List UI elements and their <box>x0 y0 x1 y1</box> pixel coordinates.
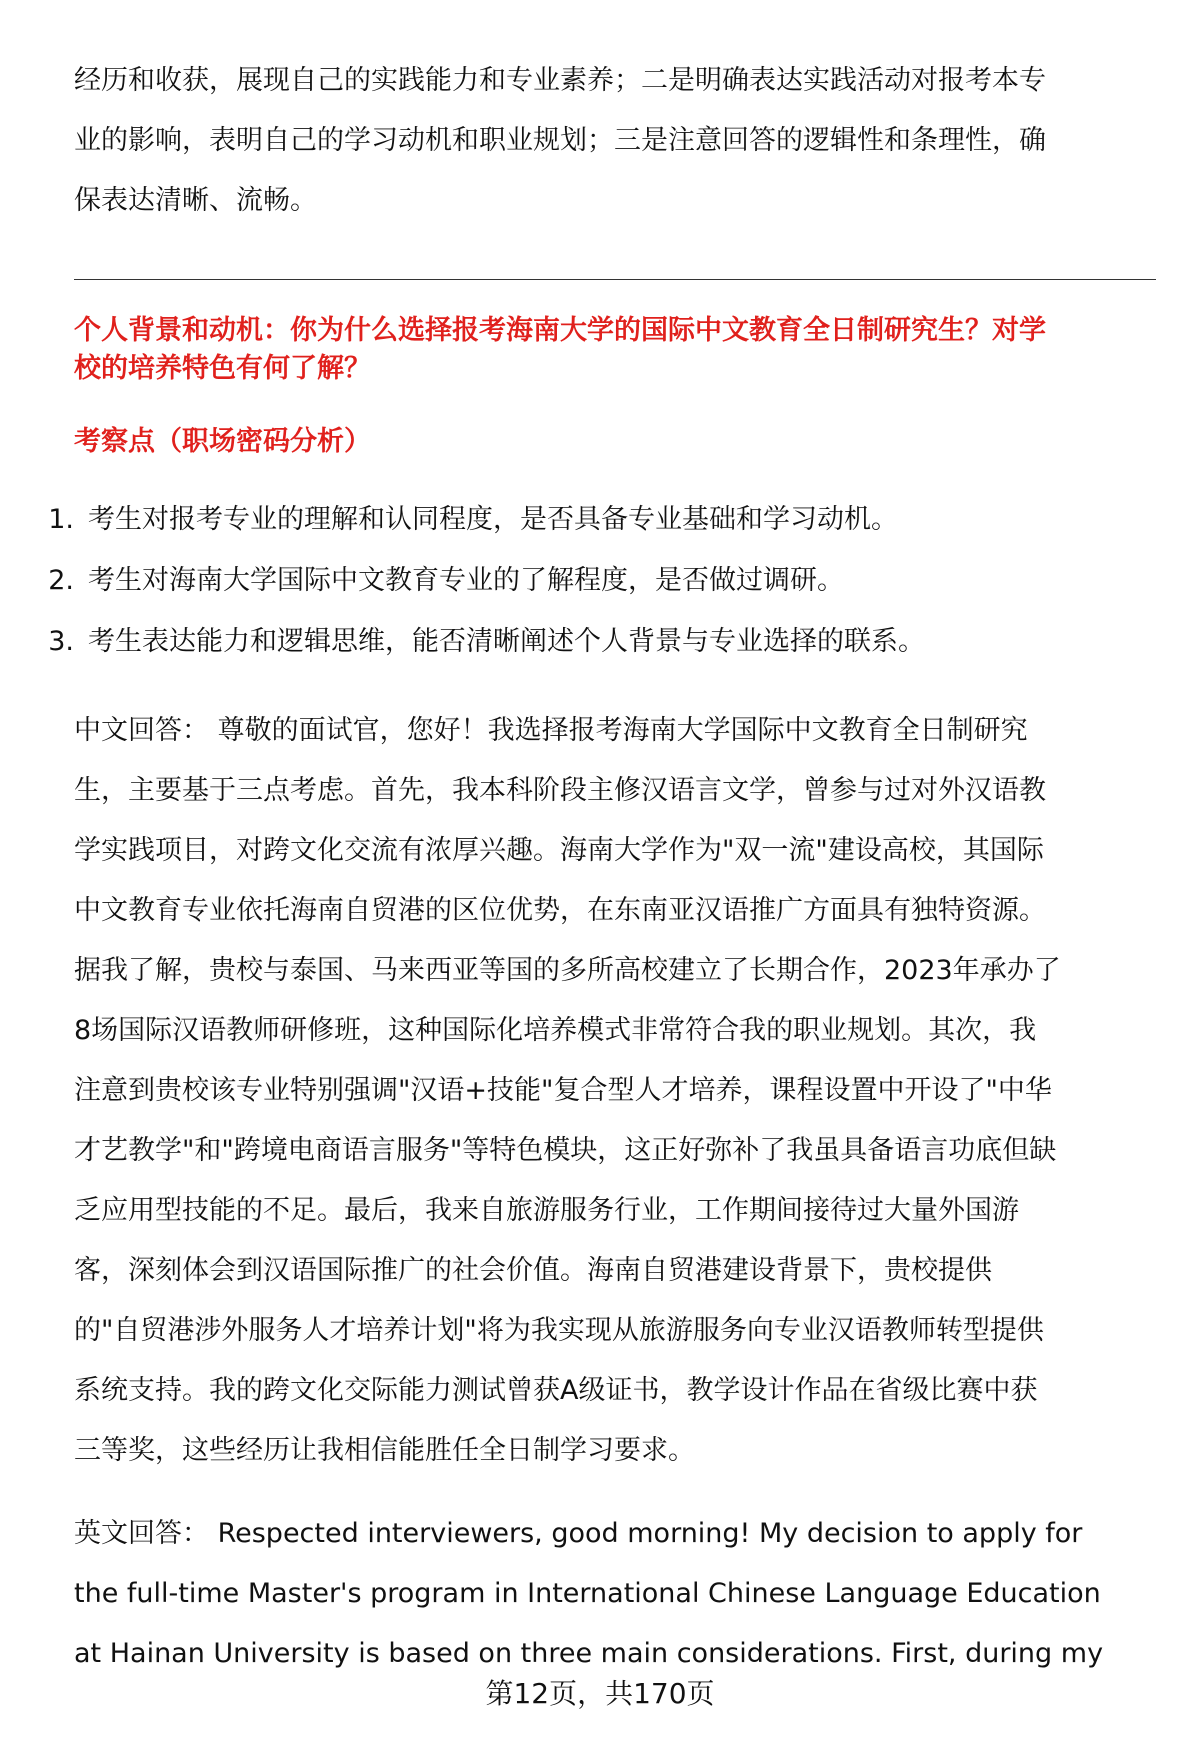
text-line: 个人背景和动机：你为什么选择报考海南大学的国际中文教育全日制研究生？对学 <box>74 315 1046 346</box>
text-line: 注意到贵校该专业特别强调"汉语+技能"复合型人才培养，课程设置中开设了"中华 <box>74 1075 1052 1106</box>
text-line: at Hainan University is based on three main considerations. First, during my <box>74 1638 1104 1669</box>
text-line: 8场国际汉语教师研修班，这种国际化培养模式非常符合我的职业规划。其次，我 <box>74 1015 1037 1046</box>
text-line: 的"自贸港涉外服务人才培养计划"将为我实现从旅游服务向专业汉语教师转型提供 <box>74 1315 1044 1346</box>
text-line: 生，主要基于三点考虑。首先，我本科阶段主修汉语言文学，曾参与过对外汉语教 <box>74 775 1046 806</box>
page-number: 第12页，共170页 <box>485 1677 715 1710</box>
list-number: 1. <box>48 504 74 535</box>
list-text: 考生表达能力和逻辑思维，能否清晰阐述个人背景与专业选择的联系。 <box>88 626 925 657</box>
text-line: 中文回答： 尊敬的面试官，您好！我选择报考海南大学国际中文教育全日制研究 <box>74 715 1028 746</box>
text-line: 据我了解，贵校与泰国、马来西亚等国的多所高校建立了长期合作，2023年承办了 <box>74 955 1061 986</box>
text-line: the full-time Master's program in International Chinese Language Education <box>74 1578 1101 1609</box>
list-text: 考生对报考专业的理解和认同程度，是否具备专业基础和学习动机。 <box>88 504 898 535</box>
list-item <box>22 503 898 537</box>
list-item <box>22 564 844 598</box>
text-line: 校的培养特色有何了解？ <box>74 353 371 384</box>
text-line: 乏应用型技能的不足。最后，我来自旅游服务行业，工作期间接待过大量外国游 <box>74 1195 1019 1226</box>
text-line: 才艺教学"和"跨境电商语言服务"等特色模块，这正好弥补了我虽具备语言功底但缺 <box>74 1135 1057 1166</box>
text-line: 经历和收获，展现自己的实践能力和专业素养；二是明确表达实践活动对报考本专 <box>74 65 1046 96</box>
text-line: 保表达清晰、流畅。 <box>74 185 317 216</box>
text-line: 英文回答： Respected interviewers, good morning! My decision to apply for <box>74 1518 1083 1549</box>
list-number: 2. <box>48 565 74 596</box>
list-text: 考生对海南大学国际中文教育专业的了解程度，是否做过调研。 <box>88 565 844 596</box>
list-item <box>22 625 925 659</box>
text-line: 中文教育专业依托海南自贸港的区位优势，在东南亚汉语推广方面具有独特资源。 <box>74 895 1046 926</box>
text-line: 系统支持。我的跨文化交际能力测试曾获A级证书，教学设计作品在省级比赛中获 <box>74 1375 1038 1406</box>
divider <box>74 279 1156 280</box>
text-line: 三等奖，这些经历让我相信能胜任全日制学习要求。 <box>74 1435 695 1466</box>
points-heading: 考察点（职场密码分析） <box>74 426 371 457</box>
text-line: 学实践项目，对跨文化交流有浓厚兴趣。海南大学作为"双一流"建设高校，其国际 <box>74 835 1044 866</box>
list-number: 3. <box>48 626 74 657</box>
text-line: 客，深刻体会到汉语国际推广的社会价值。海南自贸港建设背景下，贵校提供 <box>74 1255 992 1286</box>
text-line: 业的影响，表明自己的学习动机和职业规划；三是注意回答的逻辑性和条理性，确 <box>74 125 1046 156</box>
